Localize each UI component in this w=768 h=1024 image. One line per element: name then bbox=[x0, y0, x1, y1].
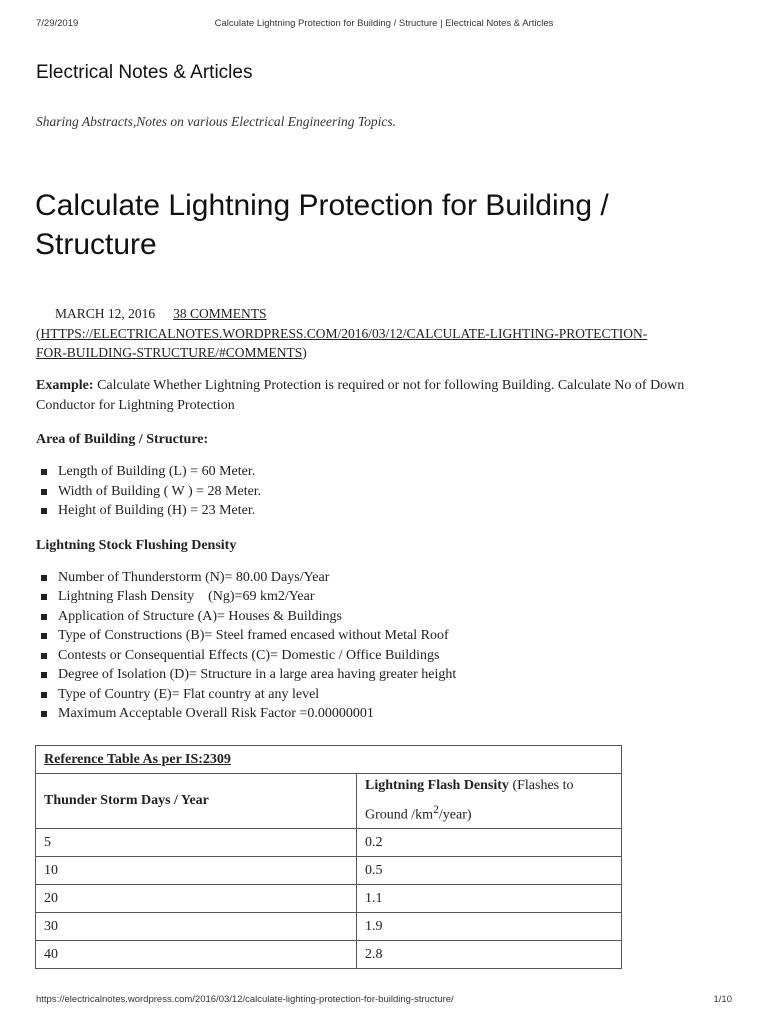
list-item-text: Degree of Isolation (D)= Structure in a large area having greater height bbox=[58, 667, 457, 682]
bullet-icon bbox=[41, 653, 47, 659]
list-item bbox=[36, 501, 736, 521]
example-text: Calculate Whether Lightning Protection is required or not for following Building. Calculate No of Down Conductor for Lightning Protection bbox=[36, 378, 685, 413]
cell-days: 10 bbox=[36, 857, 357, 885]
column-header-density-sup: 2 bbox=[433, 803, 439, 817]
comments-link[interactable]: 38 COMMENTS bbox=[173, 306, 267, 321]
cell-density: 0.2 bbox=[357, 829, 622, 857]
list-item-text: Application of Structure (A)= Houses & Buildings bbox=[58, 608, 342, 624]
page-number: 1/10 bbox=[713, 994, 732, 1005]
bullet-icon bbox=[41, 692, 47, 698]
area-list bbox=[36, 462, 736, 521]
list-item bbox=[36, 568, 736, 588]
bullet-icon bbox=[41, 633, 47, 639]
bullet-icon bbox=[41, 469, 47, 475]
table-row bbox=[36, 913, 622, 941]
cell-density: 2.8 bbox=[357, 941, 622, 969]
list-item-text: Type of Country (E)= Flat country at any level bbox=[58, 686, 320, 702]
article-content bbox=[36, 376, 736, 724]
bullet-icon bbox=[41, 489, 47, 495]
bullet-icon bbox=[41, 672, 47, 678]
cell-days: 20 bbox=[36, 885, 357, 913]
table-row bbox=[36, 829, 622, 857]
bullet-icon bbox=[41, 594, 47, 600]
site-title[interactable]: Electrical Notes & Articles bbox=[36, 62, 253, 83]
column-header-density bbox=[357, 774, 622, 829]
cell-days: 40 bbox=[36, 941, 357, 969]
table-caption-row bbox=[36, 746, 622, 774]
list-item-text: Type of Constructions (B)= Steel framed encased without Metal Roof bbox=[58, 628, 449, 643]
post-date: MARCH 12, 2016 bbox=[55, 306, 156, 321]
site-tagline: Sharing Abstracts,Notes on various Electrical Engineering Topics. bbox=[36, 114, 396, 129]
list-item bbox=[36, 587, 736, 607]
list-item bbox=[36, 665, 736, 685]
example-paragraph bbox=[36, 376, 736, 416]
print-header bbox=[36, 18, 732, 32]
list-item-text: Maximum Acceptable Overall Risk Factor =0.00000001 bbox=[58, 706, 374, 721]
cell-density: 1.9 bbox=[357, 913, 622, 941]
reference-table bbox=[35, 745, 622, 969]
example-label: Example: bbox=[36, 378, 94, 393]
lightning-list bbox=[36, 568, 736, 724]
list-item bbox=[36, 685, 736, 705]
list-item bbox=[36, 626, 736, 646]
list-item-text: Length of Building (L) = 60 Meter. bbox=[58, 464, 256, 479]
cell-density: 1.1 bbox=[357, 885, 622, 913]
list-item-text: Number of Thunderstorm (N)= 80.00 Days/Year bbox=[58, 569, 330, 585]
bullet-icon bbox=[41, 711, 47, 717]
print-footer bbox=[36, 994, 732, 1008]
list-item bbox=[36, 704, 736, 724]
table-caption-text: Reference Table As per IS:2309 bbox=[44, 751, 231, 767]
print-url: https://electricalnotes.wordpress.com/2016/03/12/calculate-lighting-protection-for-building-structure/ bbox=[36, 994, 454, 1005]
print-date: 7/29/2019 bbox=[36, 18, 79, 29]
list-item-text: Width of Building ( W ) = 28 Meter. bbox=[58, 483, 262, 499]
list-item bbox=[36, 462, 736, 482]
column-header-days: Thunder Storm Days / Year bbox=[36, 774, 357, 829]
print-page-title: Calculate Lightning Protection for Building / Structure | Electrical Notes & Articles bbox=[214, 18, 554, 29]
table-row bbox=[36, 857, 622, 885]
cell-density: 0.5 bbox=[357, 857, 622, 885]
list-item-text: Height of Building (H) = 23 Meter. bbox=[58, 503, 256, 518]
lightning-heading: Lightning Stock Flushing Density bbox=[36, 537, 237, 553]
area-heading: Area of Building / Structure: bbox=[36, 432, 209, 447]
bullet-icon bbox=[41, 575, 47, 581]
table-header-row bbox=[36, 774, 622, 829]
comments-url-line2[interactable]: FOR-BUILDING-STRUCTURE/#COMMENTS bbox=[36, 345, 303, 360]
column-header-density-text: (Flashes to Ground /km bbox=[365, 778, 574, 823]
list-item bbox=[36, 646, 736, 666]
table-row bbox=[36, 941, 622, 969]
list-item-text: Contests or Consequential Effects (C)= Domestic / Office Buildings bbox=[58, 647, 440, 663]
post-meta bbox=[36, 304, 736, 363]
list-item bbox=[36, 607, 736, 627]
comments-url-line1[interactable]: (HTTPS://ELECTRICALNOTES.WORDPRESS.COM/2016/03/12/CALCULATE-LIGHTING-PROTECTION- bbox=[36, 325, 648, 341]
bullet-icon bbox=[41, 508, 47, 514]
bullet-icon bbox=[41, 614, 47, 620]
column-header-density-end: /year) bbox=[438, 807, 472, 823]
column-header-density-bold: Lightning Flash Density bbox=[365, 778, 509, 794]
comments-url-close: ) bbox=[302, 345, 307, 360]
table-row bbox=[36, 885, 622, 913]
cell-days: 30 bbox=[36, 913, 357, 941]
table-caption bbox=[36, 746, 622, 774]
list-item bbox=[36, 482, 736, 502]
cell-days: 5 bbox=[36, 829, 357, 857]
list-item-text: Lightning Flash Density (Ng)=69 km2/Year bbox=[58, 589, 315, 604]
post-title: Calculate Lightning Protection for Building / Structure bbox=[35, 189, 609, 261]
